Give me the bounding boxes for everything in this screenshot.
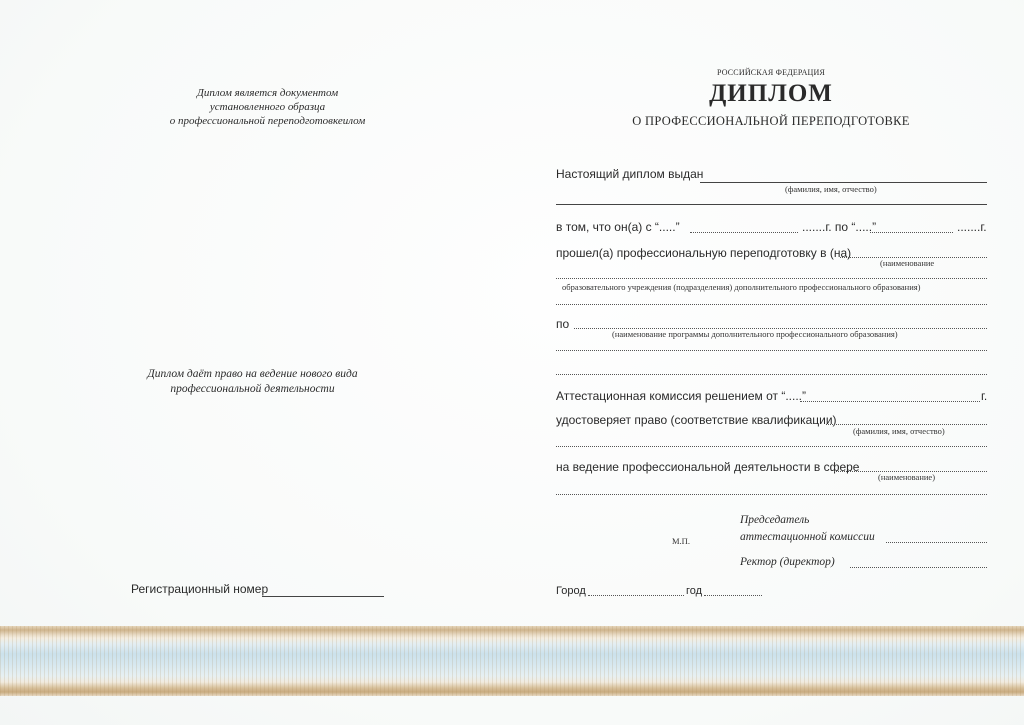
registration-number-label: Регистрационный номер: [131, 582, 269, 596]
sphere-field-2[interactable]: [556, 494, 987, 495]
institution-field-3[interactable]: [556, 304, 987, 305]
rights-line-1: Диплом даёт право на ведение нового вида: [147, 368, 358, 380]
sphere-label: на ведение профессиональной деятельности в сфере: [556, 460, 860, 474]
commission-label: Аттестационная комиссия решением от “.....”: [556, 389, 807, 403]
period-to-field[interactable]: [870, 232, 953, 233]
qualification-field-2[interactable]: [556, 446, 987, 447]
caption-program: (наименование программы дополнительного профессионального образования): [612, 329, 898, 339]
rector-signature-field[interactable]: [850, 567, 987, 568]
qualification-field[interactable]: [826, 424, 987, 425]
chair-signature-field[interactable]: [886, 542, 987, 543]
period-year-suffix: .......г.: [957, 220, 987, 234]
institution-field-2[interactable]: [556, 278, 987, 279]
program-label: по: [556, 317, 570, 331]
recipient-name-field[interactable]: [700, 182, 987, 183]
caption-fio: (фамилия, имя, отчество): [785, 184, 877, 194]
period-to-label: .......г. по “.....”: [802, 220, 877, 234]
passed-label: прошел(а) профессиональную переподготовку в (на): [556, 246, 852, 260]
year-label: год: [686, 585, 703, 597]
year-field[interactable]: [704, 595, 762, 596]
caption-name: (наименование: [880, 258, 935, 268]
stamp-place-label: М.П.: [672, 536, 690, 546]
note-line-3: о профессиональной переподготовкеилом: [169, 115, 366, 127]
caption-fio-2: (фамилия, имя, отчество): [853, 426, 945, 436]
city-field[interactable]: [588, 595, 684, 596]
page-subtitle: О ПРОФЕССИОНАЛЬНОЙ ПЕРЕПОДГОТОВКЕ: [632, 114, 910, 128]
city-label: Город: [556, 585, 586, 597]
certifies-label: удостоверяет право (соответствие квалификации): [556, 413, 837, 427]
chair-title-line-1: Председатель: [740, 514, 810, 526]
note-line-1: Диплом является документом: [196, 87, 339, 99]
recipient-name-field-2[interactable]: [556, 204, 987, 205]
registration-number-field[interactable]: [262, 596, 384, 597]
chair-title-line-2: аттестационной комиссии: [740, 531, 875, 543]
commission-date-field[interactable]: [800, 401, 980, 402]
commission-year-suffix: г.: [981, 389, 988, 403]
document-status-note: [0, 86, 535, 128]
program-field-3[interactable]: [556, 374, 987, 375]
period-from-field[interactable]: [690, 232, 798, 233]
note-line-2: установленного образца: [209, 101, 326, 113]
caption-name-2: (наименование): [878, 472, 936, 482]
ornamental-border-stripe: [0, 626, 1024, 696]
rights-line-2: профессиональной деятельности: [170, 383, 335, 395]
issued-label: Настоящий диплом выдан: [556, 167, 704, 181]
page-title: ДИПЛОМ: [709, 80, 833, 107]
rector-label: Ректор (директор): [740, 556, 835, 568]
program-field-2[interactable]: [556, 350, 987, 351]
period-from-label: в том, что он(а) с “.....”: [556, 220, 680, 234]
caption-institution: образовательного учреждения (подразделения) дополнительного профессионального образования): [562, 282, 921, 292]
rights-note: [0, 367, 505, 397]
country-label: РОССИЙСКАЯ ФЕДЕРАЦИЯ: [716, 68, 826, 77]
